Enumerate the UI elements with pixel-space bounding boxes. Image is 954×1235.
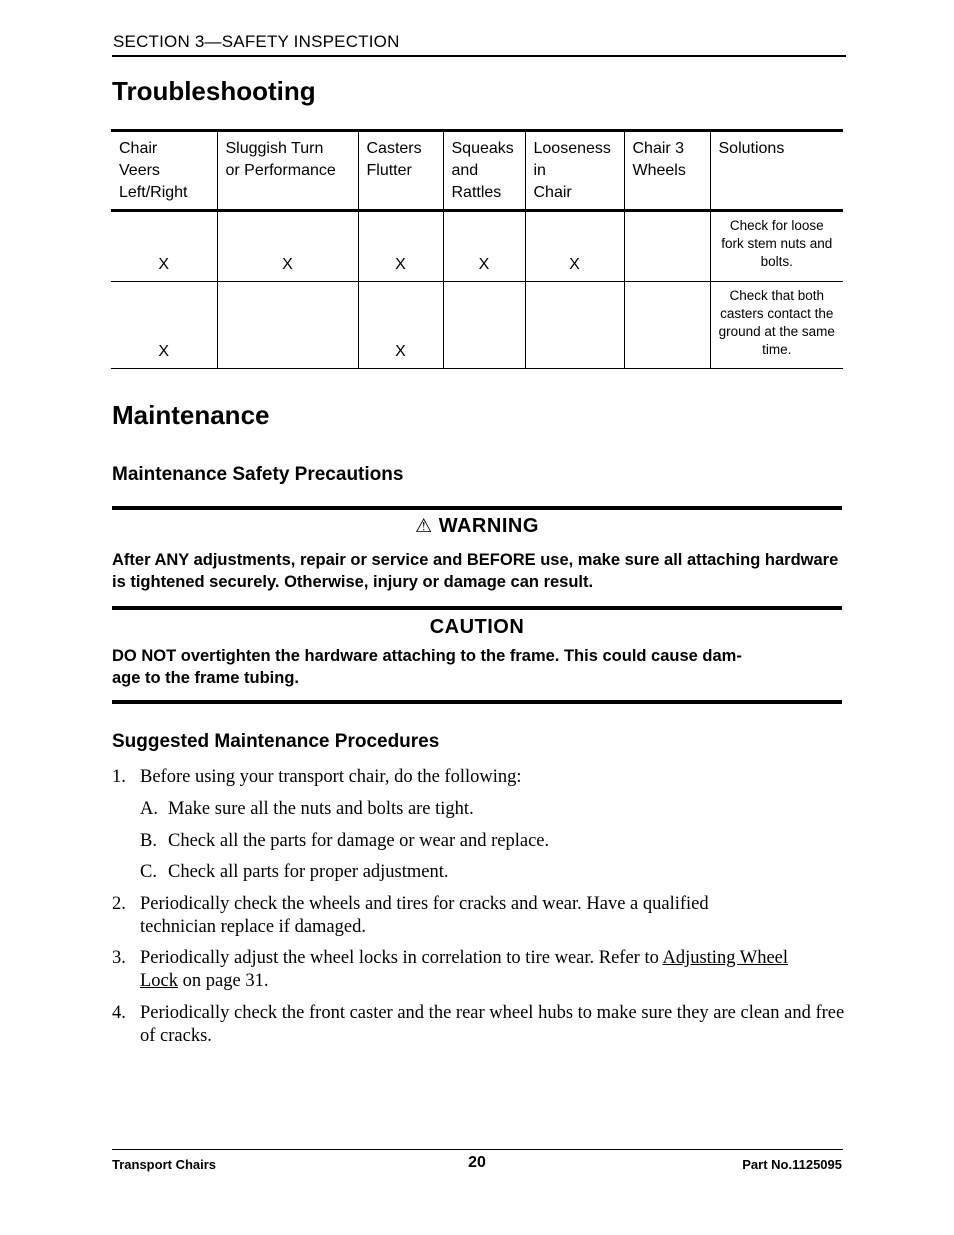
item-1-text: Before using your transport chair, do the following: xyxy=(140,767,522,787)
table-cell: X xyxy=(158,256,170,273)
precautions-title: Maintenance Safety Precautions xyxy=(112,464,404,485)
item-3-number: 3. xyxy=(112,948,126,968)
maintenance-title: Maintenance xyxy=(112,400,270,430)
table-cell: X xyxy=(525,211,624,282)
item-2-number: 2. xyxy=(112,894,126,914)
warning-top-rule xyxy=(112,506,842,510)
item-3-text xyxy=(140,947,810,993)
column-header: Looseness in Chair xyxy=(525,131,624,211)
item-4-text: Periodically check the front caster and the rear wheel hubs to make sure they are clean and free of cracks. xyxy=(140,1003,845,1046)
table-cell xyxy=(624,282,710,369)
item-1-number: 1. xyxy=(112,767,126,787)
caution-line-2: age to the frame tubing. xyxy=(112,669,300,687)
column-header: Sluggish Turn or Performance xyxy=(217,131,358,211)
column-header: Squeaks and Rattles xyxy=(443,131,525,211)
table-cell xyxy=(624,211,710,282)
page-number: 20 xyxy=(468,1154,486,1171)
table-cell: X xyxy=(158,343,170,360)
table-cell xyxy=(443,282,525,369)
sub-a-text: Make sure all the nuts and bolts are tight. xyxy=(168,799,474,819)
table-cell xyxy=(525,282,624,369)
table-cell: X xyxy=(358,282,443,369)
table-cell: X xyxy=(217,211,358,282)
caution-line-1: DO NOT overtighten the hardware attaching to the frame. This could cause dam- xyxy=(112,647,742,665)
solution-cell: Check for loose fork stem nuts and bolts. xyxy=(710,211,843,282)
table-cell: X xyxy=(443,211,525,282)
item-4-number: 4. xyxy=(112,1003,126,1023)
warning-title: WARNING xyxy=(438,515,539,537)
table-row xyxy=(111,211,843,282)
adjusting-wheel-lock-link[interactable]: Adjusting Wheel Lock xyxy=(140,948,789,991)
warning-icon: ⚠ xyxy=(415,516,433,537)
troubleshooting-title: Troubleshooting xyxy=(112,76,316,106)
sub-a-letter: A. xyxy=(140,799,158,819)
troubleshooting-table xyxy=(111,129,843,369)
warning-heading xyxy=(112,515,842,538)
footer-part-number: Part No.1125095 xyxy=(742,1157,842,1172)
table-cell xyxy=(217,282,358,369)
header-rule xyxy=(112,55,846,57)
caution-bottom-rule xyxy=(112,700,842,704)
column-header: Chair Veers Left/Right xyxy=(111,131,217,211)
column-header: Casters Flutter xyxy=(358,131,443,211)
sub-c-letter: C. xyxy=(140,862,157,882)
sub-c-text: Check all parts for proper adjustment. xyxy=(168,862,449,882)
caution-top-rule xyxy=(112,606,842,610)
solution-cell: Check that both casters contact the ground at the same time. xyxy=(710,282,843,369)
footer-rule xyxy=(112,1149,843,1150)
item-3-text-after: on page 31. xyxy=(178,971,269,991)
sub-b-letter: B. xyxy=(140,831,157,851)
procedures-title: Suggested Maintenance Procedures xyxy=(112,731,440,752)
column-header: Chair 3 Wheels xyxy=(624,131,710,211)
caution-text xyxy=(112,645,842,689)
sub-b-text: Check all the parts for damage or wear and replace. xyxy=(168,831,550,851)
footer-title: Transport Chairs xyxy=(112,1157,217,1172)
section-header: SECTION 3—SAFETY INSPECTION xyxy=(113,32,400,51)
item-3-text-before: Periodically adjust the wheel locks in correlation to tire wear. Refer to xyxy=(140,948,663,968)
warning-text: After ANY adjustments, repair or service and BEFORE use, make sure all attaching hardware is tightened securely. Otherwise, injury or damage can result. xyxy=(112,551,839,591)
table-cell: X xyxy=(358,211,443,282)
table-row xyxy=(111,282,843,369)
item-2-text: Periodically check the wheels and tires for cracks and wear. Have a qualified technician replace if damaged. xyxy=(140,894,709,937)
caution-title: CAUTION xyxy=(429,616,525,638)
column-header: Solutions xyxy=(710,131,843,211)
